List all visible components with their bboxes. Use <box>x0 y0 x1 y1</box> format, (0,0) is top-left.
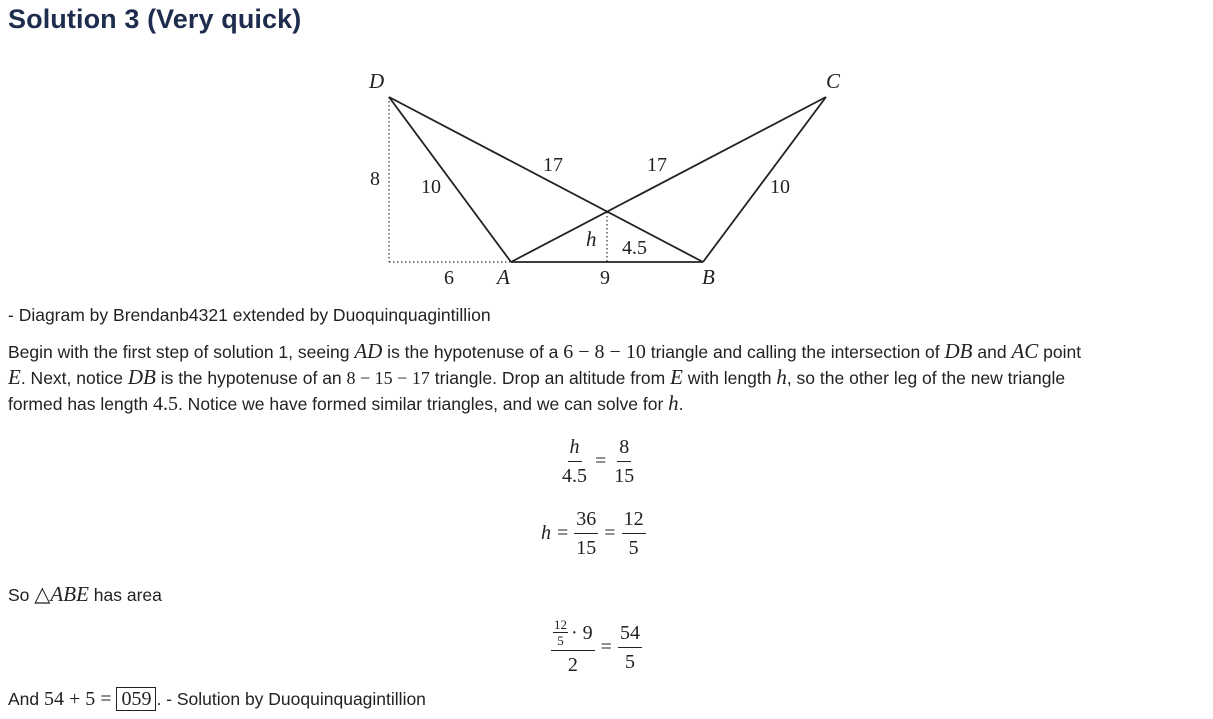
segment-da <box>389 97 511 262</box>
equation-area: 12 5 · 9 2 = $\frac{54}{5}$ <box>551 618 642 676</box>
point-a-label: A <box>497 265 510 289</box>
segment-bc <box>703 97 826 262</box>
label-horizontal-6: 6 <box>444 267 454 289</box>
point-d-label: D <box>369 69 385 93</box>
label-vertical-8: 8 <box>370 168 380 190</box>
point-b-label: B <box>702 265 715 289</box>
equation-h-value: h = $\frac{36}{15}$ = $\frac{12}{5}$ <box>541 508 644 559</box>
explanation-line-3: formed has length 4.5. Notice we have formed similar triangles, and we can solve for h. <box>8 391 684 415</box>
answer-box: 059 <box>116 687 156 711</box>
triangle-diagram <box>0 0 1213 300</box>
point-c-label: C <box>826 69 841 93</box>
label-ex-4-5: 4.5 <box>622 237 647 259</box>
label-ab-9: 9 <box>600 267 610 289</box>
explanation-line-1: Begin with the first step of solution 1, seeing AD is the hypotenuse of a 6 − 8 − 10 triangle and calling the intersection of DB and AC point <box>8 339 1082 363</box>
label-db-17: 17 <box>543 154 563 176</box>
area-line: So △ABE has area <box>8 582 162 606</box>
diagram-caption: - Diagram by Brendanb4321 extended by Duoquinquagintillion <box>8 305 491 325</box>
label-ac-17: 17 <box>647 154 667 176</box>
equation-ratio: $\frac{h}{4.5}$ = $\frac{8}{15}$ <box>562 436 635 487</box>
final-answer-line: And 54 + 5 = 059 . - Solution by Duoquinquagintillion <box>8 688 426 710</box>
label-altitude-h: h <box>586 227 597 251</box>
label-bc-10: 10 <box>770 176 790 198</box>
explanation-line-2: E. Next, notice DB is the hypotenuse of an 8 − 15 − 17 triangle. Drop an altitude from E with length h, so the other leg of the new triangle <box>8 365 1066 389</box>
solution-heading: Solution 3 (Very quick) <box>8 4 302 34</box>
label-da-10: 10 <box>421 176 441 198</box>
